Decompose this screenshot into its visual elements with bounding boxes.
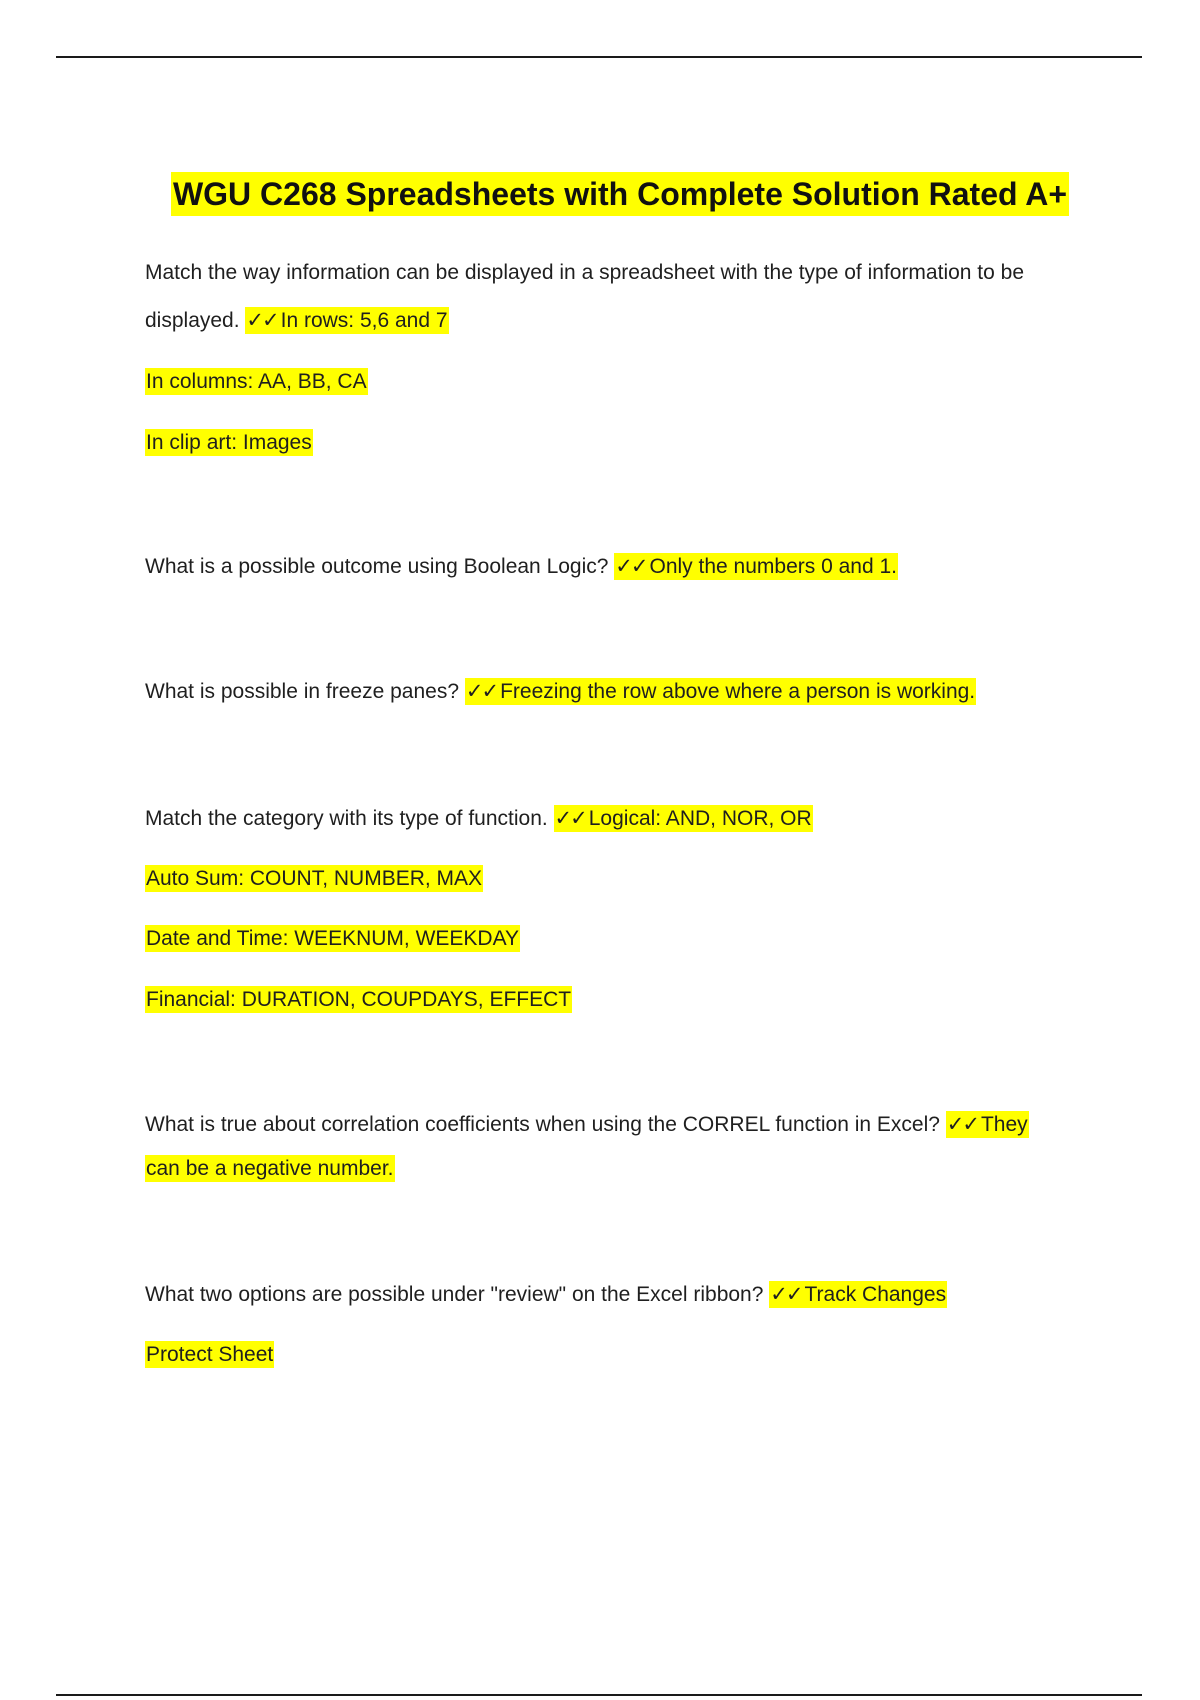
q2-answer-text: Only the numbers 0 and 1. (649, 555, 897, 578)
q2-question-line (145, 551, 898, 582)
title-container (145, 172, 1095, 216)
q6-answer-line2 (145, 1340, 274, 1370)
q5-question-text: What is true about correlation coefficients when using the CORREL function in Excel? (145, 1113, 940, 1136)
q4-answer-line2 (145, 864, 483, 894)
q2-question-text: What is a possible outcome using Boolean Logic? (145, 555, 609, 578)
q4-question-text: Match the category with its type of function. (145, 807, 548, 830)
q1-answer-3: In clip art: Images (146, 431, 312, 454)
q1-answer-line2 (145, 367, 368, 397)
q3-question-text: What is possible in freeze panes? (145, 680, 460, 703)
q1-answer-text: In rows: 5,6 and 7 (280, 309, 448, 332)
q6-answer-2: Protect Sheet (146, 1343, 274, 1366)
q2-answer (614, 553, 898, 580)
q3-answer (465, 678, 976, 705)
q1-answer-line3 (145, 428, 313, 458)
q5-answer-2: can be a negative number. (146, 1157, 394, 1180)
q5-answer-line2 (145, 1154, 395, 1184)
q5-answer (946, 1111, 1029, 1138)
q3-question-line (145, 676, 976, 707)
q6-question-text: What two options are possible under "review" on the Excel ribbon? (145, 1283, 764, 1306)
check-icon: ✓✓ (615, 554, 647, 578)
document-title: WGU C268 Spreadsheets with Complete Solution Rated A+ (171, 172, 1069, 216)
q4-answer (554, 805, 813, 832)
q6-answer (769, 1281, 947, 1308)
q1-question-text-2: displayed. (145, 309, 240, 332)
q4-answer-4: Financial: DURATION, COUPDAYS, EFFECT (146, 988, 572, 1011)
check-icon: ✓✓ (246, 308, 278, 332)
q1-question-text: Match the way information can be displayed in a spreadsheet with the type of information to be (145, 261, 1025, 284)
check-icon: ✓✓ (554, 806, 586, 830)
q5-question-line (145, 1109, 1029, 1140)
q4-question-line (145, 803, 813, 834)
bottom-rule (56, 1694, 1142, 1696)
q4-answer-3: Date and Time: WEEKNUM, WEEKDAY (146, 927, 520, 950)
check-icon: ✓✓ (770, 1282, 802, 1306)
q4-answer-line3 (145, 924, 520, 954)
q1-question-line2 (145, 305, 449, 336)
q6-question-line (145, 1279, 947, 1310)
q4-answer-text: Logical: AND, NOR, OR (588, 807, 812, 830)
top-rule (56, 56, 1142, 58)
q1-answer (245, 307, 448, 334)
q1-question-line (145, 258, 1024, 288)
q3-answer-text: Freezing the row above where a person is working. (500, 680, 976, 703)
q6-answer-text: Track Changes (804, 1283, 947, 1306)
q4-answer-line4 (145, 985, 572, 1015)
check-icon: ✓✓ (946, 1112, 978, 1136)
q1-answer-2: In columns: AA, BB, CA (146, 370, 367, 393)
q4-answer-2: Auto Sum: COUNT, NUMBER, MAX (146, 867, 483, 890)
check-icon: ✓✓ (465, 679, 498, 703)
q5-answer-text: They (980, 1113, 1028, 1136)
